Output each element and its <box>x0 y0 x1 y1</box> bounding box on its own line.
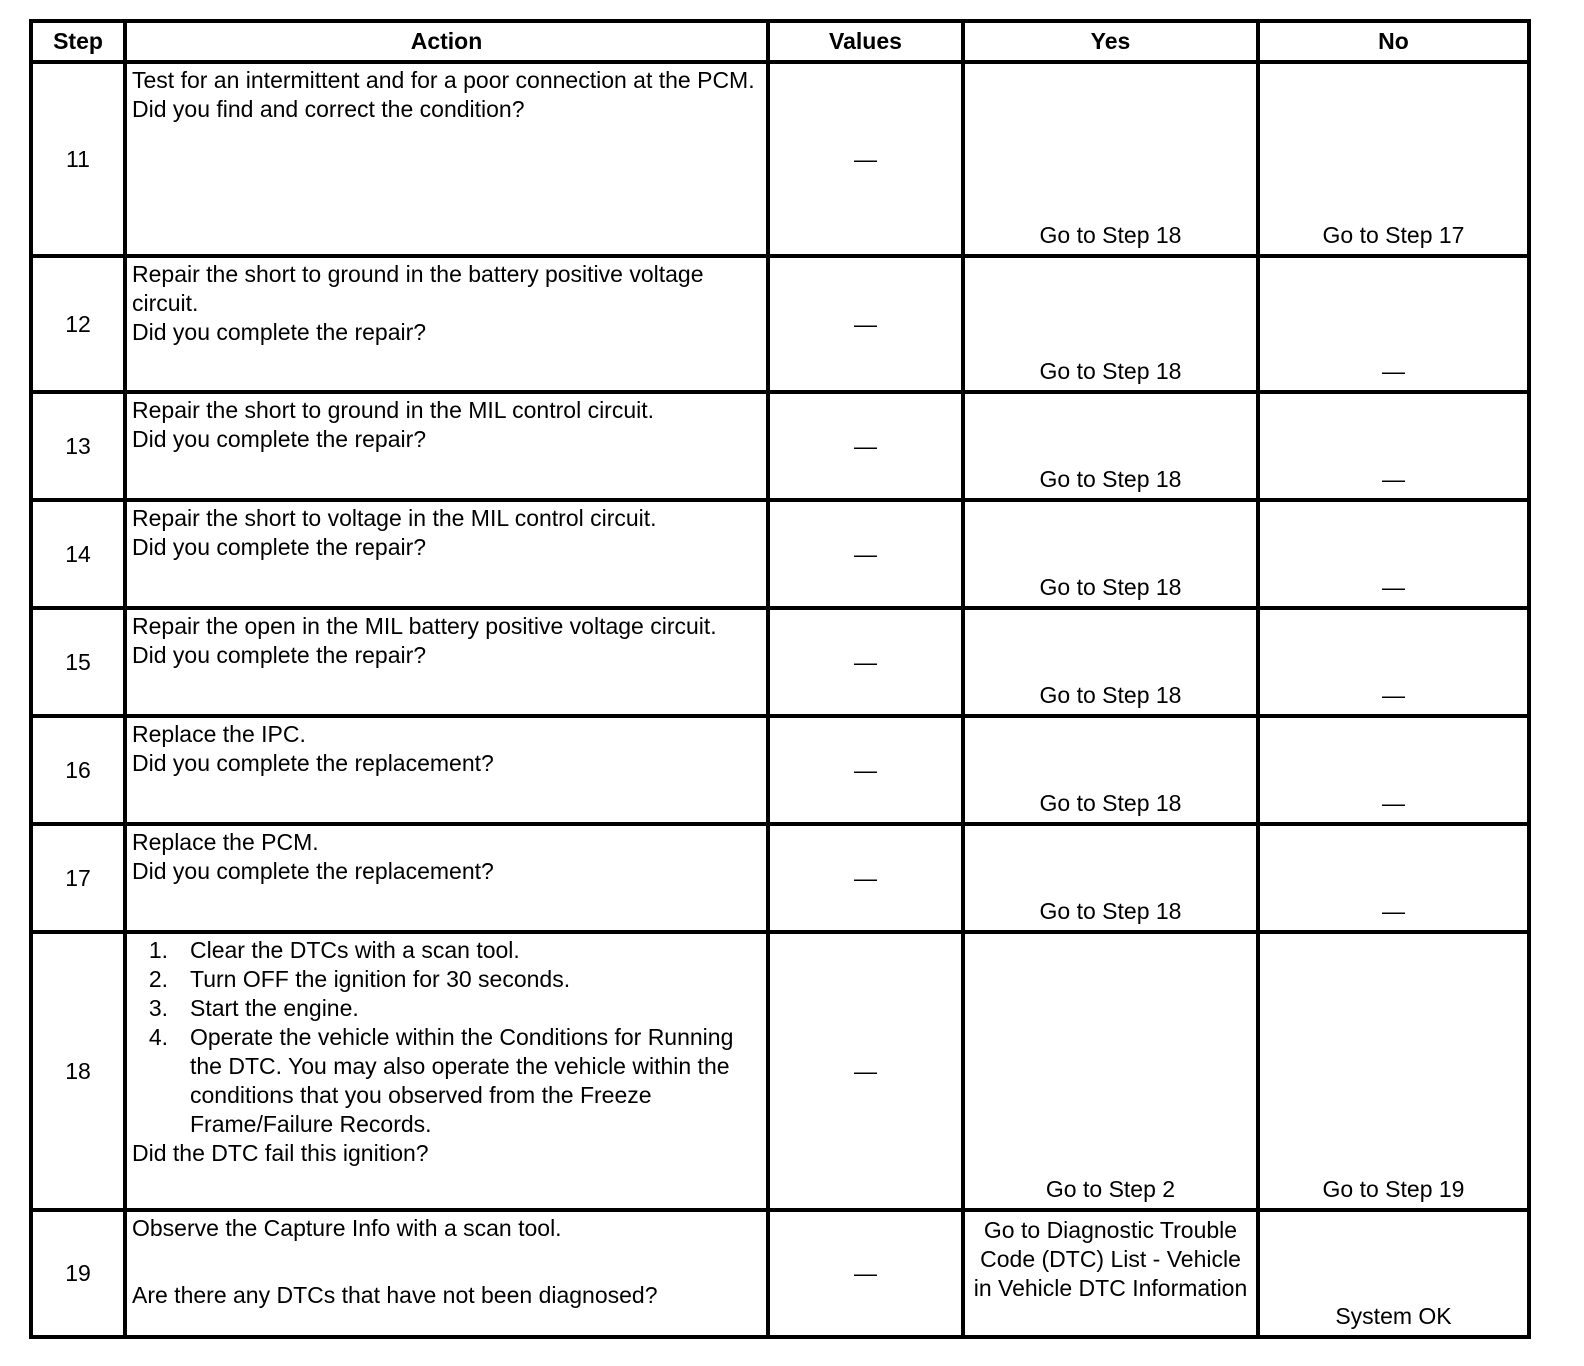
action-cell <box>125 392 768 500</box>
yes-cell: Go to Step 18 <box>963 256 1258 392</box>
action-question: Did you complete the replacement? <box>132 858 494 884</box>
table-row <box>31 62 1529 256</box>
table-row <box>31 392 1529 500</box>
action-question: Did you complete the repair? <box>132 319 427 345</box>
table-row <box>31 256 1529 392</box>
values-cell: — <box>768 1210 963 1337</box>
yes-cell: Go to Step 18 <box>963 716 1258 824</box>
action-question: Did you find and correct the condition? <box>132 96 525 122</box>
list-item: 2. Turn OFF the ignition for 30 seconds. <box>148 966 571 992</box>
diagnostic-table <box>29 19 1531 1339</box>
action-cell <box>125 824 768 932</box>
action-cell <box>125 608 768 716</box>
table-row <box>31 608 1529 716</box>
yes-cell: Go to Step 18 <box>963 824 1258 932</box>
action-question: Did you complete the repair? <box>132 642 427 668</box>
action-cell <box>125 716 768 824</box>
list-item: 1. Clear the DTCs with a scan tool. <box>148 937 520 963</box>
table-row <box>31 716 1529 824</box>
action-cell <box>125 932 768 1210</box>
procedure-list <box>132 936 762 1139</box>
yes-cell: Go to Step 18 <box>963 62 1258 256</box>
yes-cell: Go to Step 2 <box>963 932 1258 1210</box>
table-row <box>31 1210 1529 1337</box>
action-text: Repair the short to ground in the MIL control circuit. <box>132 397 655 423</box>
table-row <box>31 500 1529 608</box>
step-number: 12 <box>31 256 125 392</box>
yes-cell: Go to Step 18 <box>963 608 1258 716</box>
values-cell: — <box>768 392 963 500</box>
values-cell: — <box>768 932 963 1210</box>
list-item: 3. Start the engine. <box>148 995 359 1021</box>
no-cell: — <box>1258 824 1529 932</box>
values-cell: — <box>768 716 963 824</box>
header-yes: Yes <box>963 21 1258 62</box>
header-row <box>31 21 1529 62</box>
action-question: Did the DTC fail this ignition? <box>132 1140 429 1166</box>
step-number: 15 <box>31 608 125 716</box>
action-text: Repair the short to ground in the battery positive voltage circuit. <box>132 261 704 316</box>
step-number: 19 <box>31 1210 125 1337</box>
no-cell: — <box>1258 716 1529 824</box>
action-text: Observe the Capture Info with a scan tool. <box>132 1215 562 1241</box>
step-number: 18 <box>31 932 125 1210</box>
values-cell: — <box>768 256 963 392</box>
action-text: Replace the PCM. <box>132 829 319 855</box>
action-question: Did you complete the repair? <box>132 534 427 560</box>
action-cell <box>125 500 768 608</box>
action-cell <box>125 1210 768 1337</box>
no-cell: System OK <box>1258 1210 1529 1337</box>
list-item: 4. Operate the vehicle within the Conditions for Running the DTC. You may also operate the vehicle within the conditions that you observed from the Freeze Frame/Failure Records. <box>148 1024 734 1137</box>
action-question: Did you complete the repair? <box>132 426 427 452</box>
action-text: Test for an intermittent and for a poor connection at the PCM. <box>132 67 755 93</box>
header-values: Values <box>768 21 963 62</box>
table-row <box>31 932 1529 1210</box>
no-cell: — <box>1258 500 1529 608</box>
action-text: Repair the short to voltage in the MIL control circuit. <box>132 505 657 531</box>
values-cell: — <box>768 62 963 256</box>
header-step: Step <box>31 21 125 62</box>
header-action: Action <box>125 21 768 62</box>
no-cell: — <box>1258 256 1529 392</box>
step-number: 11 <box>31 62 125 256</box>
no-cell: Go to Step 17 <box>1258 62 1529 256</box>
step-number: 14 <box>31 500 125 608</box>
action-cell <box>125 256 768 392</box>
values-cell: — <box>768 608 963 716</box>
action-text: Repair the open in the MIL battery positive voltage circuit. <box>132 613 717 639</box>
action-text: Replace the IPC. <box>132 721 306 747</box>
yes-cell: Go to Step 18 <box>963 392 1258 500</box>
step-number: 17 <box>31 824 125 932</box>
values-cell: — <box>768 500 963 608</box>
action-cell <box>125 62 768 256</box>
yes-cell: Go to Step 18 <box>963 500 1258 608</box>
table-row <box>31 824 1529 932</box>
step-number: 16 <box>31 716 125 824</box>
no-cell: — <box>1258 392 1529 500</box>
yes-cell[interactable]: Go to Diagnostic Trouble Code (DTC) List - Vehicle in Vehicle DTC Information <box>963 1210 1258 1337</box>
no-cell: Go to Step 19 <box>1258 932 1529 1210</box>
step-number: 13 <box>31 392 125 500</box>
header-no: No <box>1258 21 1529 62</box>
no-cell: — <box>1258 608 1529 716</box>
action-question: Did you complete the replacement? <box>132 750 494 776</box>
action-question: Are there any DTCs that have not been diagnosed? <box>132 1282 658 1308</box>
values-cell: — <box>768 824 963 932</box>
